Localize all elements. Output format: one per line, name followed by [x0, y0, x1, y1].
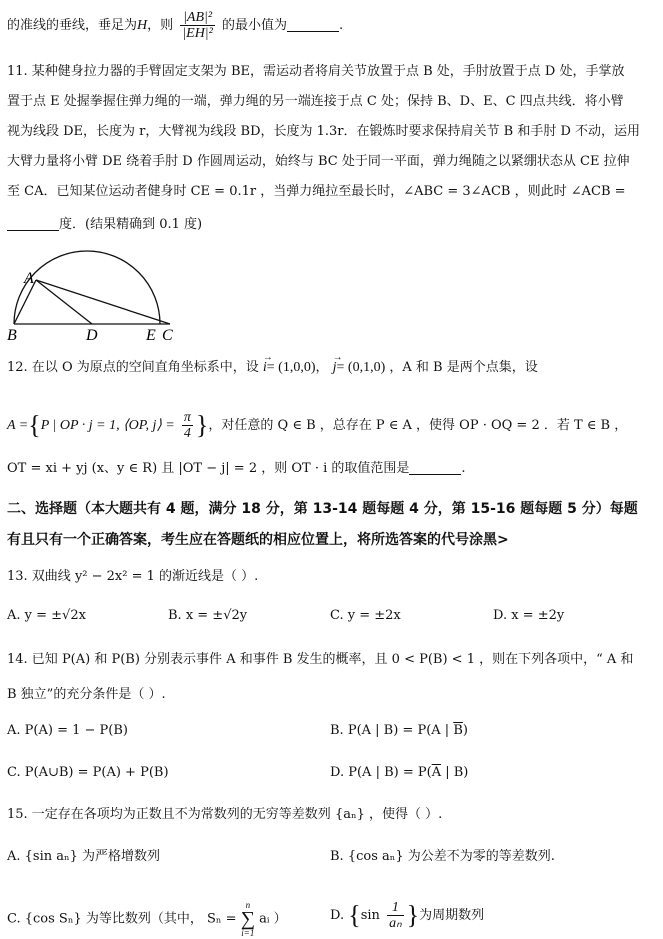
sum-top: n — [245, 900, 251, 910]
line0-ze: ，则 — [147, 18, 174, 33]
q14-option-b — [330, 722, 468, 740]
vector-j: → j — [333, 359, 337, 377]
fraction-1-an — [387, 900, 404, 931]
q12-l2-rest: ，对任意的 Q ∈ B ，总存在 P ∈ A ，使得 OP · OQ = 2 ．若 T ∈ B ， — [208, 418, 628, 433]
q12-l1b: ，A 和 B 是两个点集，设 — [389, 360, 538, 375]
q15-d-post: 为周期数列 — [419, 908, 485, 923]
q12-l3-end: . — [461, 461, 466, 476]
line0-tail: 的最小值为 — [222, 18, 288, 33]
q15-c-pre: C. {cos Sₙ} 为等比数列（其中， Sₙ = — [7, 911, 237, 927]
left-brace: { — [28, 410, 41, 440]
q12-line2 — [7, 410, 627, 441]
q12-line1: 12. 在以 O 为原点的空间直角坐标系中，设 → i= (1,0,0)， → j= (0,1,0) ，A 和 B 是两个点集，设 — [7, 359, 538, 377]
d-right-brace: } — [406, 900, 420, 930]
label-E: E — [146, 327, 156, 344]
q12-l1a: 12. 在以 O 为原点的空间直角坐标系中，设 — [7, 360, 259, 375]
fraction-ab-eh — [180, 10, 215, 41]
d-frac-den: aₙ — [389, 916, 402, 931]
q11-line5: 至 CA．已知某位运动者健身时 CE = 0.1r ，当弹力绳拉至最长时，∠ABC = 3∠ACB ，则此时 ∠ACB = — [7, 184, 626, 199]
q15-stem: 15. 一定存在各项均为正数且不为常数列的无穷等差数列 {aₙ} ，使得（ ）. — [7, 807, 443, 822]
q11-line6 — [7, 216, 202, 234]
label-B: B — [7, 327, 17, 344]
section2-line1: 二、选择题（本大题共有 4 题，满分 18 分，第 13-14 题每题 4 分，第 15-16 题每题 5 分）每题 — [7, 501, 638, 517]
line0-end: . — [339, 18, 344, 33]
d-left-brace: { — [348, 900, 361, 930]
q12-line3 — [7, 460, 466, 478]
q11-line2: 置于点 E 处握拳握住弹力绳的一端，弹力绳的另一端连接于点 C 处；保持 B、D、E、C 四点共线．将小臂 — [7, 94, 624, 109]
right-brace: } — [195, 410, 209, 440]
q14-b-bar: $\overline{B}$ — [453, 723, 463, 738]
label-A: A — [24, 270, 34, 287]
line0-prefix: 的准线的垂线，垂足为 — [7, 18, 138, 33]
frac-numerator: |AB|² — [180, 10, 215, 26]
q12-l3: OT = xi + yj (x、y ∈ R) 且 |OT − j| = 2 ，则 OT · i 的取值范围是 — [7, 461, 410, 476]
q12-j-val: = (0,1,0) — [336, 360, 386, 375]
vector-i: → i — [263, 359, 267, 377]
line0-h: H — [137, 18, 148, 33]
q12-set-body: P | OP · j = 1, ⟨OP, j⟩ = — [40, 418, 175, 433]
semicircle-figure — [0, 240, 200, 345]
q15-c-post: aᵢ ） — [259, 911, 287, 927]
sum-bottom: i=1 — [241, 928, 255, 938]
sum-sign: ∑ — [240, 908, 255, 930]
q14-b-post: ) — [462, 723, 468, 738]
pi-num: π — [183, 410, 191, 425]
section2-line2: 有且只有一个正确答案，考生应在答题纸的相应位置上，将所选答案的代号涂黑> — [7, 532, 509, 548]
line-AD — [36, 280, 92, 324]
q14-d-bar: $\overline{A}$ — [431, 765, 442, 780]
q15-d-pre: D. — [330, 908, 345, 923]
answer-blank — [287, 19, 339, 32]
q12-answer-blank — [409, 462, 461, 475]
q11-answer-blank — [7, 218, 59, 231]
q14-b-pre: B. P(A | B) = P(A | — [330, 723, 454, 738]
label-C: C — [162, 327, 173, 344]
q13-stem: 13. 双曲线 y² − 2x² = 1 的渐近线是（ ）. — [7, 569, 259, 584]
q14-line1: 14. 已知 P(A) 和 P(B) 分别表示事件 A 和事件 B 发生的概率，且 0 < P(B) < 1 ，则在下列各项中，“ A 和 — [7, 652, 634, 667]
q15-option-b: B. {cos aₙ} 为公差不为零的等差数列. — [330, 849, 555, 864]
q11-line4: 大臂力量将小臂 DE 绕着手肘 D 作圆周运动，始终与 BC 处于同一平面，弹力绳随之以紧绷状态从 CE 拉伸 — [7, 154, 630, 169]
q15-option-a: A. {sin aₙ} 为严格增数列 — [7, 849, 161, 864]
q14-option-d — [330, 764, 468, 782]
q13-option-a: A. y = ±√2x — [7, 608, 86, 623]
q14-line2: B 独立”的充分条件是（ ）. — [7, 687, 166, 702]
q11-line3: 视为线段 DE，长度为 r，大臂视为线段 BD，长度为 1.3r．在锻炼时要求保持肩关节 B 和手肘 D 不动，运用 — [7, 124, 641, 139]
q14-d-pre: D. P(A | B) = P( — [330, 765, 432, 780]
fraction-pi-4 — [182, 410, 193, 441]
q15-d-sin: sin — [360, 908, 380, 923]
summation — [241, 900, 255, 938]
q14-d-post: | B) — [441, 765, 469, 780]
q13-option-b: B. x = ±√2y — [168, 608, 248, 623]
q11-line6-text: 度．(结果精确到 0.1 度) — [59, 217, 203, 232]
q13-option-c: C. y = ±2x — [330, 608, 401, 623]
label-D: D — [86, 327, 98, 344]
line-0 — [7, 10, 343, 41]
pi-den: 4 — [183, 426, 191, 441]
frac-denominator: |EH|² — [182, 26, 213, 41]
q12-set-open: A = — [7, 418, 29, 433]
d-frac-num: 1 — [387, 900, 404, 916]
q12-i-val: = (1,0,0) — [266, 360, 316, 375]
q14-option-c: C. P(A∪B) = P(A) + P(B) — [7, 765, 169, 780]
q13-option-d: D. x = ±2y — [493, 608, 565, 623]
q11-line1: 11. 某种健身拉力器的手臂固定支架为 BE，需运动者将肩关节放置于点 B 处，手肘放置于点 D 处，手掌放 — [7, 64, 625, 79]
q15-option-c — [7, 900, 287, 938]
q15-option-d — [330, 900, 484, 931]
q14-option-a: A. P(A) = 1 − P(B) — [7, 723, 128, 738]
